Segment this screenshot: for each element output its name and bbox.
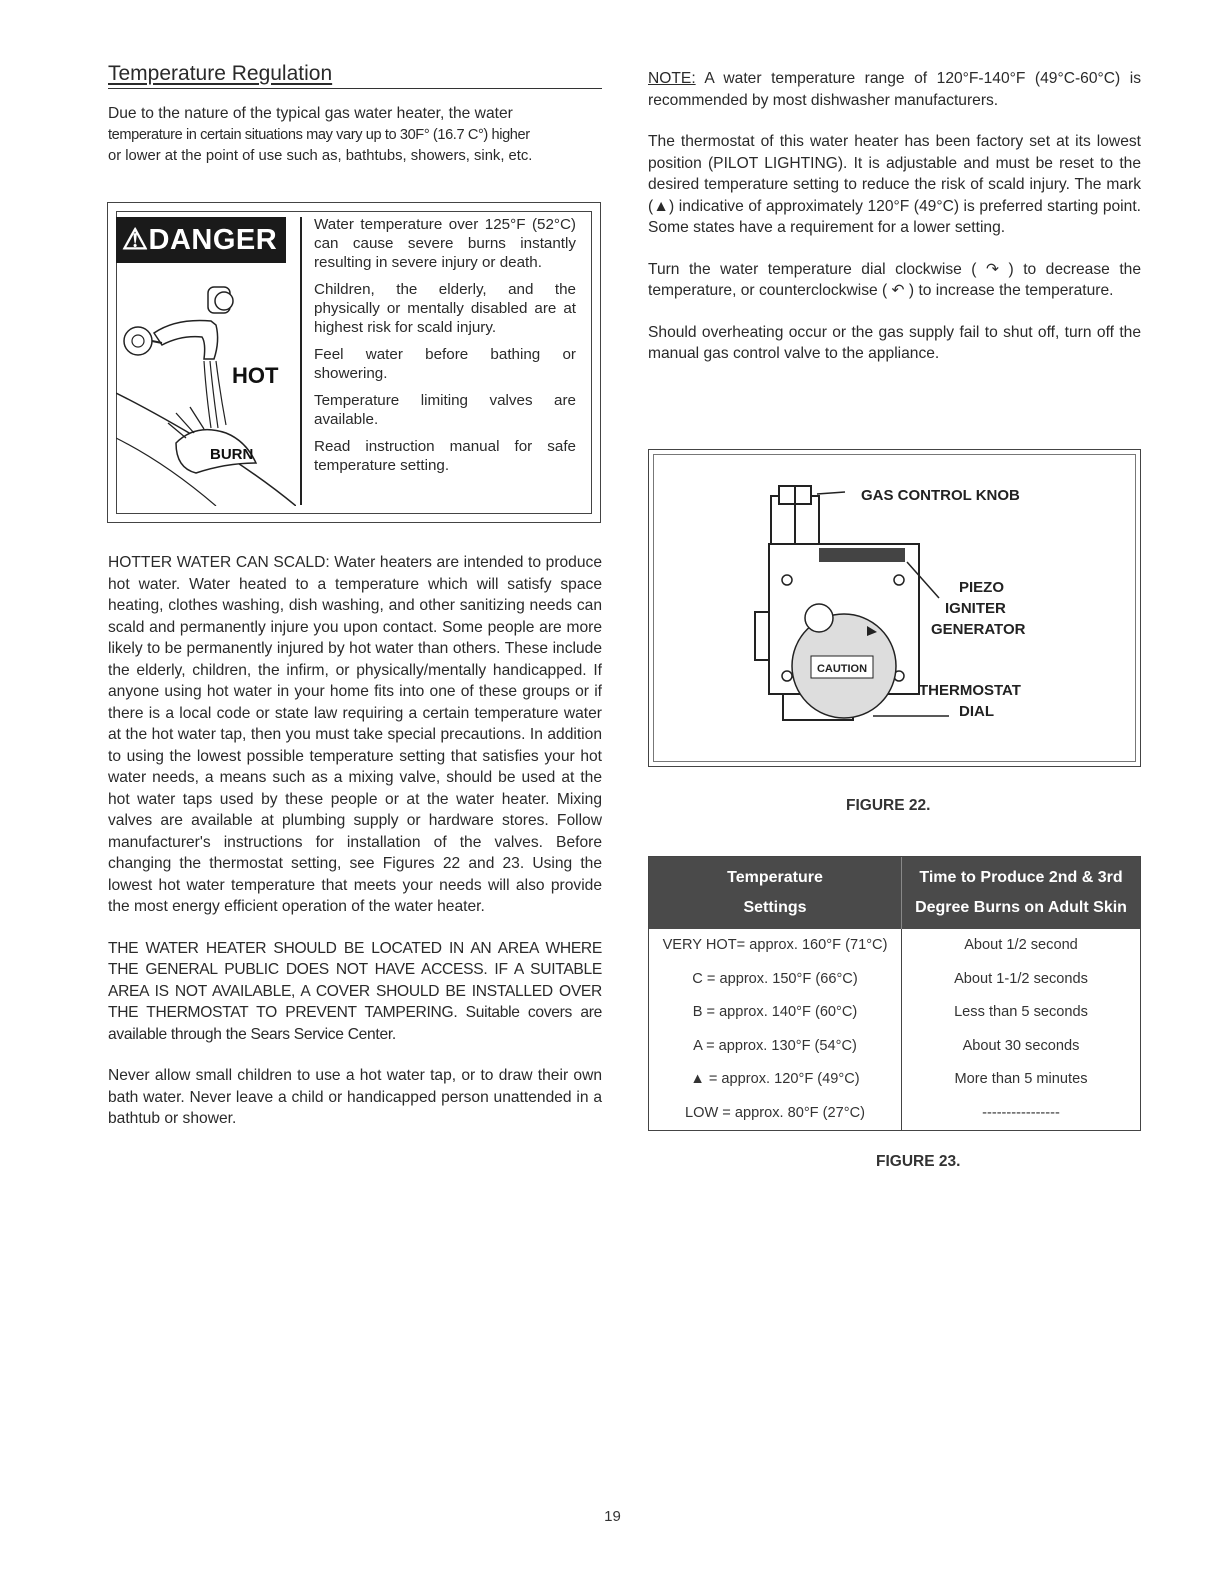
table-row bbox=[649, 1030, 1140, 1064]
table-header-row bbox=[649, 857, 1140, 929]
piezo-label: PIEZO bbox=[959, 579, 1005, 596]
thermostat-label: THERMOSTAT bbox=[919, 682, 1021, 699]
thermostat-paragraph: The thermostat of this water heater has been factory set at its lowest position (PILOT LIGHTING). It is adjustable and must be reset to the desired temperature setting to reduce the risk of scald injury. The mark (▲) indicative of approximately 120°F (49°C) is preferred starting point. Some states have a requirement for a lower setting. bbox=[648, 133, 1141, 236]
burn-time-cell: About 1/2 second bbox=[964, 937, 1078, 953]
burn-time-cell: ---------------- bbox=[982, 1104, 1060, 1121]
left-column bbox=[108, 62, 602, 168]
table-row bbox=[649, 1063, 1140, 1097]
header-burn-time: Time to Produce 2nd & 3rd Degree Burns on Adult Skin bbox=[902, 857, 1141, 929]
dial-label: DIAL bbox=[959, 703, 994, 720]
table-row bbox=[649, 963, 1140, 997]
section-title: Temperature Regulation bbox=[108, 62, 602, 89]
hotter-water-paragraph: HOTTER WATER CAN SCALD: Water heaters are intended to produce hot water. Water heated to a temperature which will satisfy space heating, clothes washing, dish washing, and other sanitizing needs can scald and permanently injure you upon contact. Some people are more likely to be permanently injured by hot water than others. These include the elderly, children, the infirm, or physically/mentally handicapped. If anyone using hot water in your home fits into one of these groups or if there is a local code or state law requiring a certain temperature water at the hot water tap, then you must take special precautions. In addition to using the lowest possible temperature setting that satisfies your hot water needs, a means such as a mixing valve, should be used at the hot water taps used by these people or at the water heater. Mixing valves are available at plumbing supply or hardware stores. Follow manufacturer's instructions for installation of the valves. Before changing the thermostat setting, see Figures 22 and 23. Using the lowest hot water temperature that meets your needs will also provide the most energy efficient operation of the water heater. bbox=[108, 554, 602, 915]
overheating-paragraph: Should overheating occur or the gas supply fail to shut off, turn off the manual gas control valve to the appliance. bbox=[648, 323, 1141, 362]
right-column bbox=[648, 68, 1141, 365]
danger-header: ⚠DANGER bbox=[116, 217, 286, 263]
intro-line-2: temperature in certain situations may vary up to 30F° (16.7 C°) higher bbox=[108, 126, 530, 143]
danger-item: Temperature limiting valves are available. bbox=[314, 392, 576, 428]
gas-control-valve-illustration bbox=[749, 480, 949, 740]
burn-time-cell: Less than 5 seconds bbox=[954, 1004, 1088, 1020]
note-label: NOTE: bbox=[648, 70, 696, 87]
burn-label: BURN bbox=[210, 446, 254, 463]
figure-22-box bbox=[648, 449, 1141, 767]
table-row bbox=[649, 1097, 1140, 1131]
temp-setting-cell: B = approx. 140°F (60°C) bbox=[649, 996, 902, 1030]
danger-item: Children, the elderly, and the physically or mentally disabled are at highest risk for scald injury. bbox=[314, 281, 576, 336]
generator-label: GENERATOR bbox=[931, 621, 1026, 638]
note-paragraph bbox=[648, 68, 1141, 111]
danger-item: Read instruction manual for safe temperature setting. bbox=[314, 438, 576, 474]
danger-divider bbox=[300, 217, 302, 505]
burn-time-cell: More than 5 minutes bbox=[954, 1071, 1088, 1087]
figure-23-table bbox=[648, 856, 1141, 1131]
children-paragraph: Never allow small children to use a hot water tap, or to draw their own bath water. Never leave a child or handicapped person unattended in a bathtub or shower. bbox=[108, 1067, 602, 1127]
burn-time-cell: About 1-1/2 seconds bbox=[954, 970, 1088, 987]
temp-setting-cell: ▲ = approx. 120°F (49°C) bbox=[649, 1063, 902, 1097]
temp-setting-cell: C = approx. 150°F (66°C) bbox=[649, 963, 902, 997]
turn-dial-paragraph: Turn the water temperature dial clockwise ( ↷ ) to decrease the temperature, or counterclockwise ( ↶ ) to increase the temperature. bbox=[648, 260, 1141, 299]
table-row bbox=[649, 996, 1140, 1030]
intro-line-3: or lower at the point of use such as, bathtubs, showers, sink, etc. bbox=[108, 148, 533, 164]
left-body bbox=[108, 552, 602, 1130]
table-row bbox=[649, 929, 1140, 963]
dial-caution-text: CAUTION bbox=[816, 663, 868, 675]
danger-warning-box bbox=[107, 202, 601, 523]
figure-22-caption: FIGURE 22. bbox=[846, 797, 931, 814]
temp-setting-cell: A = approx. 130°F (54°C) bbox=[649, 1030, 902, 1064]
hot-water-faucet-illustration bbox=[116, 263, 296, 506]
intro-line-1: Due to the nature of the typical gas water heater, the water bbox=[108, 105, 513, 122]
note-text: A water temperature range of 120°F-140°F (49°C-60°C) is recommended by most dishwasher manufacturers. bbox=[648, 70, 1141, 109]
location-paragraph: THE WATER HEATER SHOULD BE LOCATED IN AN AREA WHERE THE GENERAL PUBLIC DOES NOT HAVE ACCESS. IF A SUITABLE AREA IS NOT AVAILABLE, A COVER SHOULD BE INSTALLED OVER THE THERMOSTAT TO PREVENT TAMPERING. Suitable covers are available through the Sears Service Center. bbox=[108, 939, 602, 1043]
gas-control-knob-label: GAS CONTROL KNOB bbox=[861, 487, 1020, 504]
danger-item: Water temperature over 125°F (52°C) can cause severe burns instantly resulting in severe injury or death. bbox=[314, 216, 576, 271]
header-temperature-settings: Temperature Settings bbox=[649, 857, 902, 929]
temp-setting-cell: VERY HOT= approx. 160°F (71°C) bbox=[649, 929, 902, 963]
burn-time-cell: About 30 seconds bbox=[962, 1037, 1080, 1054]
temp-setting-cell: LOW = approx. 80°F (27°C) bbox=[649, 1097, 902, 1131]
danger-item: Feel water before bathing or showering. bbox=[314, 346, 576, 382]
danger-text-list bbox=[314, 215, 576, 483]
figure-23-caption: FIGURE 23. bbox=[876, 1153, 961, 1170]
page-number: 19 bbox=[604, 1508, 621, 1525]
igniter-label: IGNITER bbox=[945, 600, 1006, 617]
hot-label: HOT bbox=[232, 363, 279, 388]
